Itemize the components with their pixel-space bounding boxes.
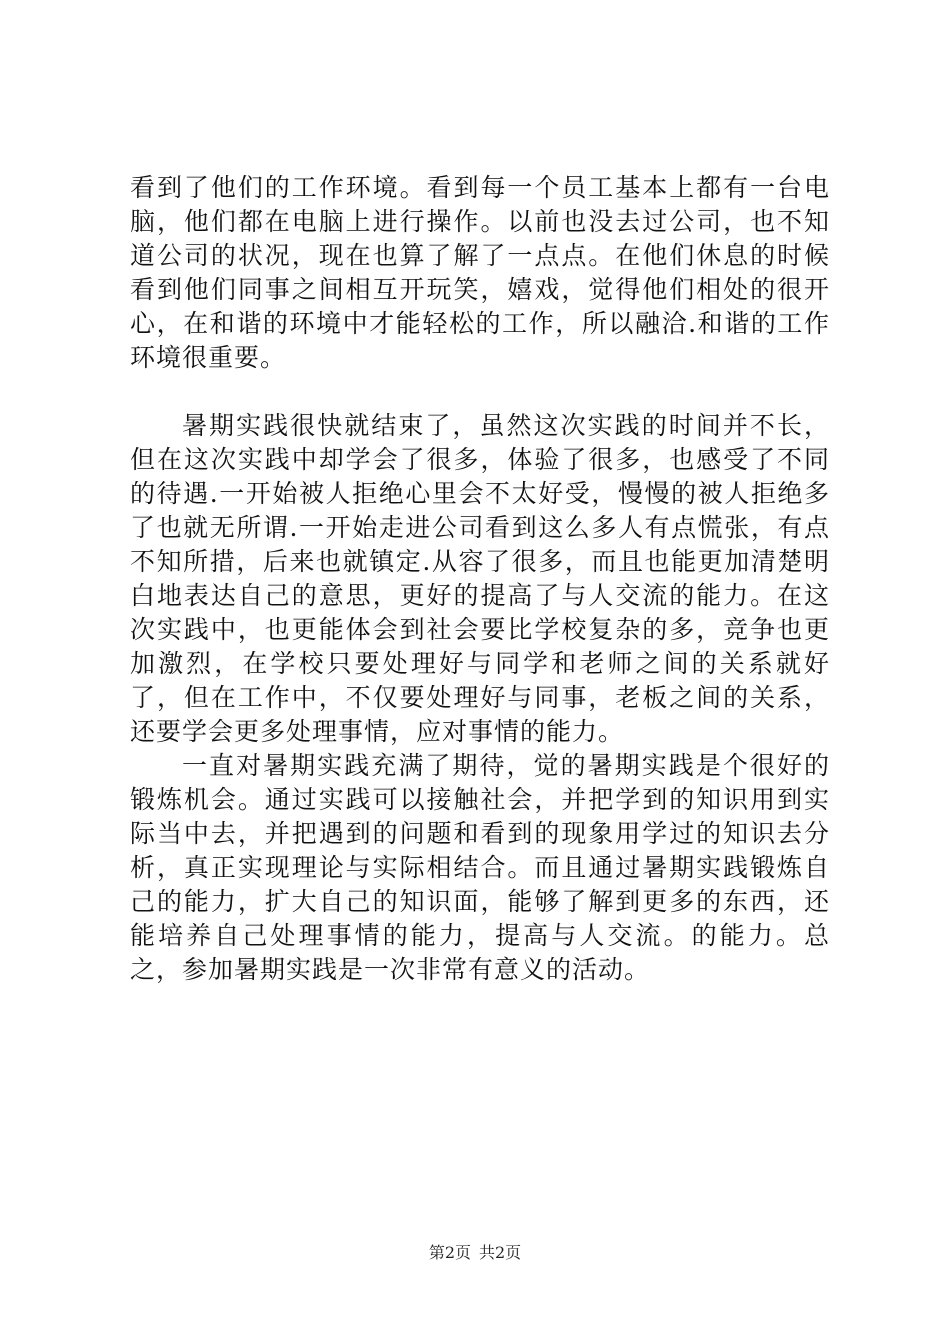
paragraph-3: 一直对暑期实践充满了期待，觉的暑期实践是个很好的锻炼机会。通过实践可以接触社会，并把学到的知识用到实际当中去，并把遇到的问题和看到的现象用学过的知识去分析，真正实现理论与实际相结合。而且通过暑期实践锻炼自己的能力，扩大自己的知识面，能够了解到更多的东西，还能培养自己处理事情的能力，提高与人交流。的能力。总之，参加暑期实践是一次非常有意义的活动。 <box>130 751 830 984</box>
page-total: 共2页 <box>479 1243 522 1262</box>
page-footer <box>0 1243 950 1263</box>
paragraph-1: 看到了他们的工作环境。看到每一个员工基本上都有一台电脑，他们都在电脑上进行操作。以前也没去过公司，也不知道公司的状况，现在也算了解了一点点。在他们休息的时候看到他们同事之间相互开玩笑，嬉戏，觉得他们相处的很开心，在和谐的环境中才能轻松的工作，所以融洽.和谐的工作环境很重要。 <box>130 173 830 372</box>
document-body <box>130 171 830 987</box>
page-number: 第2页 <box>428 1243 471 1262</box>
paragraph-spacer <box>130 375 830 409</box>
paragraph-2: 暑期实践很快就结束了，虽然这次实践的时间并不长，但在这次实践中却学会了很多，体验了很多，也感受了不同的待遇.一开始被人拒绝心里会不太好受，慢慢的被人拒绝多了也就无所谓.一开始走进公司看到这么多人有点慌张，有点不知所措，后来也就镇定.从容了很多，而且也能更加清楚明白地表达自己的意思，更好的提高了与人交流的能力。在这次实践中，也更能体会到社会要比学校复杂的多，竞争也更加激烈，在学校只要处理好与同学和老师之间的关系就好了，但在工作中，不仅要处理好与同事，老板之间的关系，还要学会更多处理事情，应对事情的能力。 <box>130 411 830 746</box>
